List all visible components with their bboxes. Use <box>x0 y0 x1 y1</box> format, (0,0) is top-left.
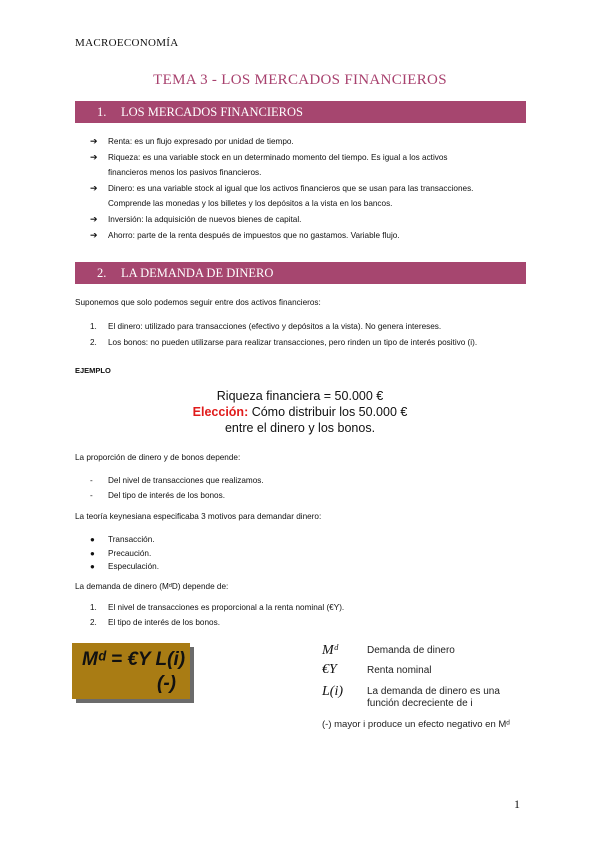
example-line-1: Riqueza financiera = 50.000 € <box>216 389 384 403</box>
list-item <box>90 601 540 616</box>
running-header: MACROECONOMÍA <box>75 37 179 49</box>
list-item: - Del tipo de interés de los bonos. <box>90 490 225 500</box>
item-text: Los bonos: no pueden utilizarse para realizar transacciones, pero rinden un tipo de interés positivo (i). <box>108 337 478 347</box>
list-item <box>90 616 540 631</box>
legend-symbol-li: L(i) <box>322 684 343 699</box>
item-text-cont: financieros menos los pasivos financieros. <box>108 168 262 178</box>
list-item <box>90 319 540 335</box>
section-number: 1. <box>97 105 107 119</box>
page-number: 1 <box>514 797 520 811</box>
demand-list <box>90 601 540 630</box>
proportion-list <box>90 474 264 503</box>
legend-text-line: La demanda de dinero es una <box>367 686 500 697</box>
arrow-icon: ➔ <box>90 151 98 162</box>
list-item <box>90 560 159 574</box>
legend-symbol-md: Mᵈ <box>322 643 339 658</box>
assets-intro: Suponemos que solo podemos seguir entre dos activos financieros: <box>75 298 321 307</box>
list-item <box>90 212 530 228</box>
legend-text-line: función decreciente de i <box>367 697 473 709</box>
example-block <box>0 388 600 436</box>
arrow-icon: ➔ <box>90 213 98 224</box>
negative-effect-note: (-) mayor i produce un efecto negativo en Mᵈ <box>322 719 510 730</box>
item-text-cont: Comprende las monedas y los billetes y los depósitos a la vista en los bancos. <box>108 199 393 209</box>
formula-line-1: Mᵈ = €Y L(i) <box>82 649 186 670</box>
example-label: EJEMPLO <box>75 366 111 375</box>
item-number: 2. <box>90 337 97 347</box>
section-number: 2. <box>97 266 107 280</box>
item-text: Precaución. <box>108 548 152 558</box>
arrow-icon: ➔ <box>90 136 98 146</box>
formula-line-2: (-) <box>157 673 176 694</box>
proportion-intro: La proporción de dinero y de bonos depende: <box>75 453 241 462</box>
arrow-icon: ➔ <box>90 182 98 193</box>
page-title: TEMA 3 - LOS MERCADOS FINANCIEROS <box>153 72 447 88</box>
keynes-intro: La teoría keynesiana especificaba 3 motivos para demandar dinero: <box>75 512 322 521</box>
item-text: Riqueza: es una variable stock en un determinado momento del tiempo. Es igual a los activos <box>108 152 448 162</box>
money-demand-formula <box>72 643 190 699</box>
list-item <box>90 335 540 351</box>
arrow-icon: ➔ <box>90 229 98 240</box>
legend-text-li <box>367 686 500 709</box>
list-item <box>90 134 530 150</box>
item-text: Del tipo de interés de los bonos. <box>108 490 225 500</box>
definitions-list <box>90 134 530 243</box>
item-text: Especulación. <box>108 562 159 571</box>
example-line-2-text: Cómo distribuir los 50.000 € <box>248 405 408 419</box>
demand-intro: La demanda de dinero (MᵈD) depende de: <box>75 582 229 591</box>
section-heading-2 <box>75 262 526 284</box>
bullet-icon: ● <box>90 562 95 571</box>
section-title: LA DEMANDA DE DINERO <box>121 266 274 280</box>
list-item <box>90 150 530 181</box>
item-text: Inversión: la adquisición de nuevos bienes de capital. <box>108 214 302 224</box>
item-text: Transacción. <box>108 535 155 544</box>
list-item <box>90 533 159 547</box>
item-text: El tipo de interés de los bonos. <box>108 617 220 627</box>
section-title: LOS MERCADOS FINANCIEROS <box>121 105 303 119</box>
item-number: 1. <box>90 322 97 331</box>
item-number: 2. <box>90 617 97 627</box>
assets-list <box>90 319 540 350</box>
item-text: Del nivel de transacciones que realizamos. <box>108 476 264 485</box>
election-word: Elección: <box>192 405 249 419</box>
item-text: Renta: es un flujo expresado por unidad de tiempo. <box>108 137 294 146</box>
item-text: Ahorro: parte de la renta después de impuestos que no gastamos. Variable flujo. <box>108 230 400 240</box>
bullet-icon: ● <box>90 548 95 558</box>
legend-text-md: Demanda de dinero <box>367 645 455 656</box>
section-heading-1 <box>75 101 526 123</box>
list-item: - Del nivel de transacciones que realizamos. <box>90 476 264 485</box>
item-text: El dinero: utilizado para transacciones (efectivo y depósitos a la vista). No genera intereses. <box>108 322 442 331</box>
list-item <box>90 547 159 561</box>
example-line-2 <box>0 404 600 420</box>
list-item <box>90 228 530 244</box>
example-line-3: entre el dinero y los bonos. <box>224 421 376 435</box>
legend-text-ey: Renta nominal <box>367 665 432 676</box>
motives-list <box>90 533 159 574</box>
bullet-icon: ● <box>90 535 95 544</box>
item-number: 1. <box>90 603 97 612</box>
legend-symbol-ey: €Y <box>322 662 337 677</box>
list-item <box>90 181 530 212</box>
item-text: Dinero: es una variable stock al igual que los activos financieros que se usan para las transacciones. <box>108 183 474 193</box>
item-text: El nivel de transacciones es proporcional a la renta nominal (€Y). <box>108 603 345 612</box>
